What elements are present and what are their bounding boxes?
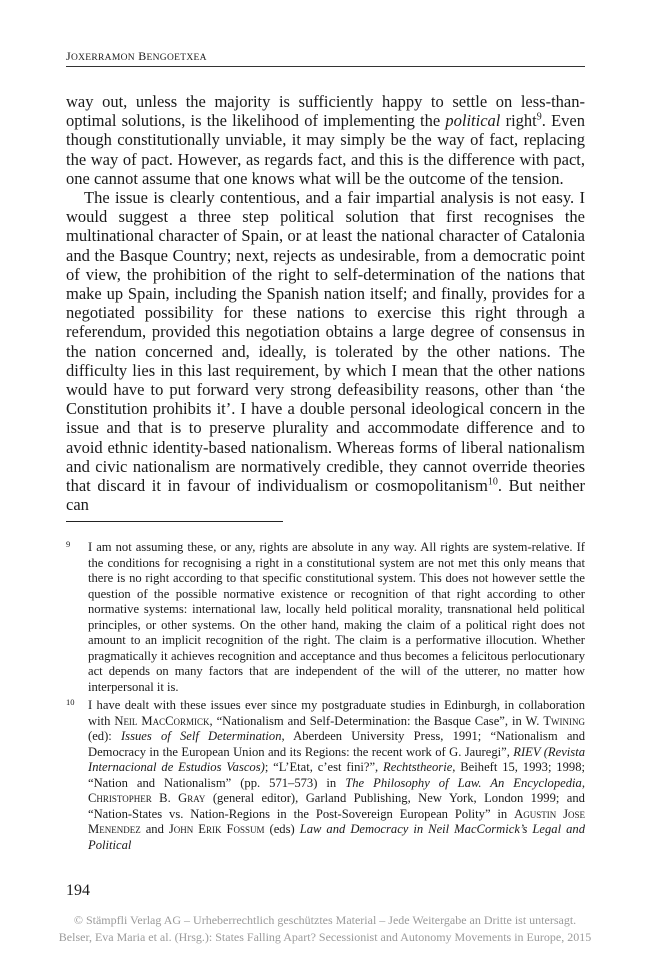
footnote-mark: 10	[66, 697, 75, 707]
footnote-ref-10[interactable]: 10	[487, 476, 498, 488]
page-number: 194	[66, 882, 90, 899]
main-text	[66, 92, 585, 514]
paragraph-1: way out, unless the majority is sufficiently happy to settle on less-than-optimal solutions, is the likelihood of implementing the political right$^9$. Even though constitutionally unviable, it may simply be the way of fact, replacing the way of pact. However, as regards fact, and this is the difference with pact, one cannot assume that one knows what will be the outcome of the tension.	[66, 92, 585, 188]
paragraph-2: The issue is clearly contentious, and a fair impartial analysis is not easy. I would suggest a three step political solution that first recognises the multinational character of Spain, or at least the national character of Catalonia and the Basque Country; next, rejects as undesirable, from a democratic point of view, the prohibition of the right to self-determination of the nations that make up Spain, including the Spanish nation itself; and finally, provides for a negotiated possibility for these nations to exercise this right through a referendum, provided this negotiation obtains a large degree of consensus in the nation concerned and, ideally, is tolerated by the other nations. The difficulty lies in this last requirement, by which I mean that the other nations would have to put forward very strong defeasibility reasons, other than ‘the Constitution prohibits it’. I have a double personal ideological concern in the issue and that is to preserve plurality and accommodate difference and to avoid ethnic identity-based nationalism. Whereas forms of liberal nationalism and civic nationalism are normatively credible, they cannot override theories that discard it in favour of individualism or cosmopolitanism$^{10}$. But neither can	[66, 188, 585, 515]
footnote-mark: 9	[66, 539, 71, 549]
running-head-author: JOXERRAMON BENGOETXEA	[66, 49, 207, 63]
footnotes	[66, 540, 585, 856]
footnote-9: 9 I am not assuming these, or any, rights are absolute in any way. All rights are system-relative. If the conditions for recognising a right in a constitutional system are not met this only means that there is no right according to that specific constitutional system. This does not however settle the question of the possible normative existence or recognition of that right according to other normative systems: international law, locally held political morality, transnational held political principles, or other systems. On the other hand, making the claim of a political right does not amount to an implicit recognition of the right. The claim is a performative illocution. Whether pragmatically it achieves recognition and acceptance and thus becomes a felicitous perlocutionary act depends on many factors that are independent of the will of the utterer, no matter how interpersonal it is.	[66, 539, 585, 694]
header-rule	[66, 66, 585, 67]
copyright-notice: © Stämpfli Verlag AG – Urheberrechtlich geschütztes Material – Jede Weitergabe an Dritte ist untersagt.	[73, 913, 577, 927]
footnote-ref-9[interactable]: 9	[536, 111, 542, 123]
source-citation: Belser, Eva Maria et al. (Hrsg.): States Falling Apart? Secessionist and Autonomy Movements in Europe, 2015	[58, 930, 592, 944]
footnote-10: 10 I have dealt with these issues ever since my postgraduate studies in Edinburgh, in collaboration with Neil MacCormick, “Nationalism and Self-Determination: the Basque Case”, in W. Twining (ed): Issues of Self Determination, Aberdeen University Press, 1991; “Nationalism and Democracy in the European Union and its Regions: the recent work of G. Jauregi”, RIEV (Revista Internacional de Estudios Vascos); “L’Etat, c’est fini?”, Rechtstheorie, Beiheft 15, 1993; 1998; “Nation and Nationalism” (pp. 571–573) in The Philosophy of Law. An Encyclopedia, Christopher B. Gray (general editor), Garland Publishing, New York, London 1999; and “Nation-States vs. Nation-Regions in the Post-Sovereign European Polity” in Agustin Jose Menendez and John Erik Fossum (eds) Law and Democracy in Neil MacCormick’s Legal and Political	[66, 697, 586, 852]
footnote-rule	[66, 521, 283, 522]
